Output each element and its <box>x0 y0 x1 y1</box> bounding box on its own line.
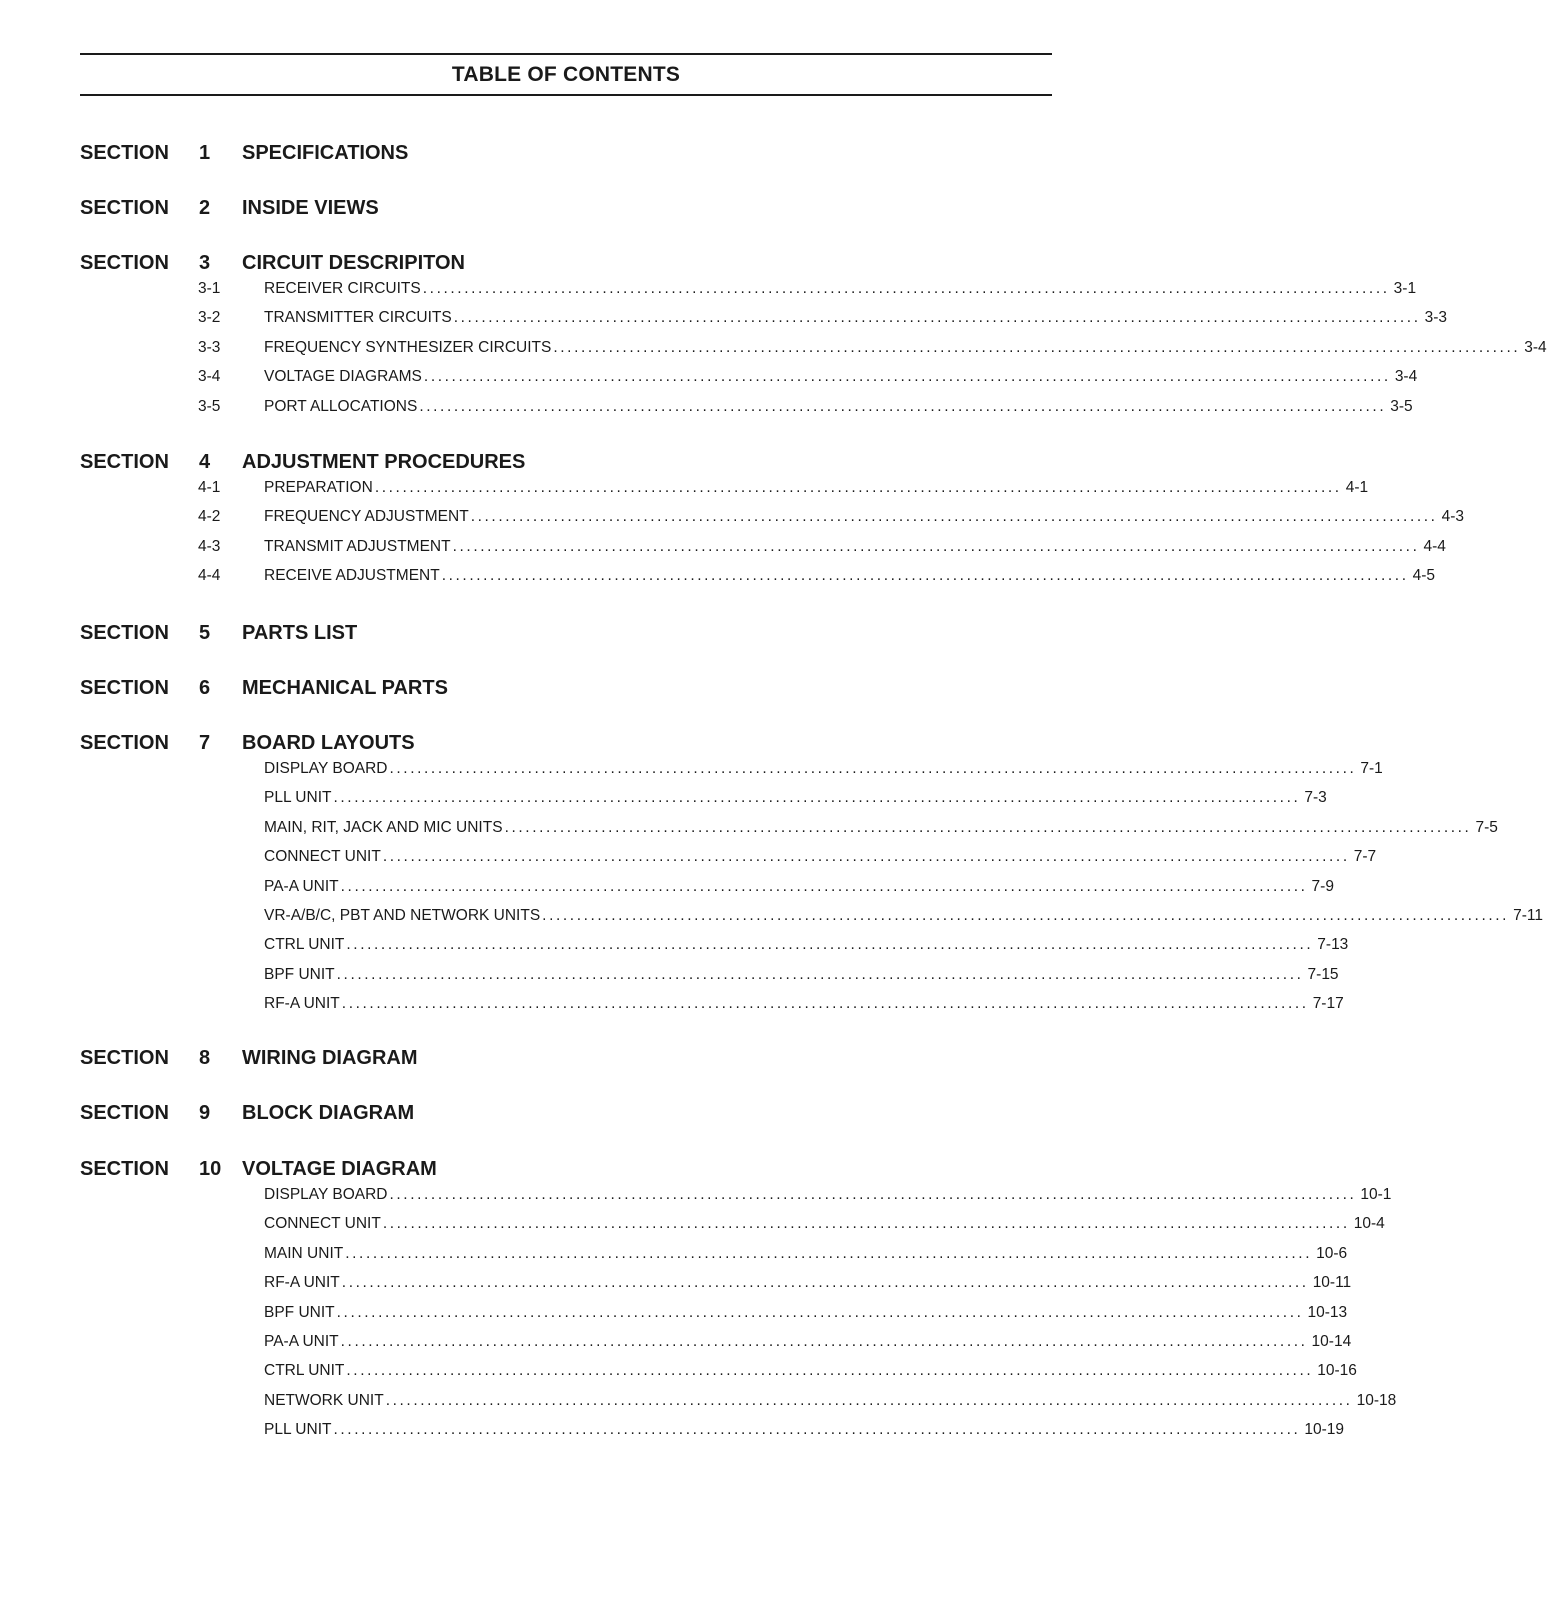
toc-entry <box>264 1362 1357 1382</box>
entry-title: DISPLAY BOARD <box>264 760 388 777</box>
toc-entry <box>264 1421 1345 1441</box>
section-heading <box>80 730 415 756</box>
toc-entry <box>264 1333 1352 1353</box>
section-title: INSIDE VIEWS <box>242 196 379 219</box>
section-number: 2 <box>199 196 211 219</box>
dot-leader: ............................................................................................................................................ <box>452 537 1420 555</box>
entry-title: PA-A UNIT <box>264 1333 339 1350</box>
toc-entry <box>264 1186 1392 1206</box>
entry-page: 7-13 <box>1317 936 1349 954</box>
entry-page: 4-3 <box>1441 508 1464 526</box>
toc-entry <box>264 1274 1352 1294</box>
dot-leader: ............................................................................................................................................ <box>422 280 1390 297</box>
dot-leader: ............................................................................................................................................ <box>423 368 1391 386</box>
entry-page: 7-9 <box>1311 877 1334 895</box>
toc-entry <box>264 965 1339 986</box>
dot-leader: ............................................................................................................................................ <box>333 789 1301 807</box>
section-title: BLOCK DIAGRAM <box>242 1101 415 1124</box>
toc-entry <box>264 1215 1385 1235</box>
toc-entry <box>198 537 1446 558</box>
entry-title: RF-A UNIT <box>264 995 340 1013</box>
section-label: SECTION <box>80 676 169 699</box>
dot-leader: ............................................................................................................................................ <box>336 965 1304 983</box>
section-heading <box>80 140 408 166</box>
section-heading <box>80 675 448 701</box>
dot-leader: ............................................................................................................................................ <box>385 1391 1353 1409</box>
entry-page: 7-7 <box>1353 848 1377 866</box>
dot-leader: ............................................................................................................................................ <box>340 877 1308 895</box>
entry-title: CTRL UNIT <box>264 936 345 954</box>
entry-title: RECEIVE ADJUSTMENT <box>264 567 440 585</box>
toc-entry <box>198 397 1413 418</box>
entry-title: MAIN UNIT <box>264 1244 344 1262</box>
toc-entry <box>264 818 1498 839</box>
toc-entry <box>264 907 1543 927</box>
section-label: SECTION <box>80 1046 169 1069</box>
entry-title: DISPLAY BOARD <box>264 1186 388 1203</box>
entry-code: 4-2 <box>198 508 221 526</box>
page-title: TABLE OF CONTENTS <box>451 62 681 86</box>
entry-title: VOLTAGE DIAGRAMS <box>264 368 422 386</box>
entry-page: 7-15 <box>1307 965 1339 983</box>
toc-entry <box>264 760 1383 780</box>
entry-title: FREQUENCY ADJUSTMENT <box>264 508 469 526</box>
dot-leader: ............................................................................................................................................ <box>553 338 1521 356</box>
entry-title: TRANSMIT ADJUSTMENT <box>264 537 451 555</box>
entry-page: 4-4 <box>1423 537 1446 555</box>
entry-title: PA-A UNIT <box>264 877 339 895</box>
section-heading <box>80 1100 414 1126</box>
entry-title: PLL UNIT <box>264 1421 332 1439</box>
dot-leader: ............................................................................................................................................ <box>389 760 1357 777</box>
toc-entry <box>198 309 1448 329</box>
section-title: MECHANICAL PARTS <box>242 676 448 699</box>
entry-page: 4-1 <box>1345 479 1369 496</box>
section-label: SECTION <box>80 450 169 473</box>
section-title: VOLTAGE DIAGRAM <box>242 1157 437 1180</box>
entry-page: 3-4 <box>1524 338 1547 356</box>
toc-entry <box>198 280 1417 300</box>
section-heading <box>80 1045 418 1071</box>
dot-leader: ............................................................................................................................................ <box>341 995 1309 1013</box>
toc-entry <box>198 508 1464 528</box>
toc-entry <box>198 368 1418 388</box>
toc-entry <box>264 848 1377 868</box>
entry-title: FREQUENCY SYNTHESIZER CIRCUITS <box>264 338 552 356</box>
dot-leader: ............................................................................................................................................ <box>389 1186 1357 1203</box>
entry-page: 3-1 <box>1393 280 1417 297</box>
toc-entry <box>198 567 1436 587</box>
section-heading <box>80 620 357 646</box>
dot-leader: ............................................................................................................................................ <box>340 1333 1308 1350</box>
entry-title: BPF UNIT <box>264 1303 335 1321</box>
entry-page: 10-4 <box>1353 1215 1385 1233</box>
entry-code: 3-2 <box>198 309 221 327</box>
entry-page: 7-1 <box>1360 760 1383 777</box>
toc-entry <box>264 789 1327 809</box>
dot-leader: ............................................................................................................................................ <box>470 508 1438 526</box>
section-heading <box>80 1156 437 1182</box>
entry-title: MAIN, RIT, JACK AND MIC UNITS <box>264 818 503 836</box>
toc-entry <box>264 1391 1397 1412</box>
dot-leader: ............................................................................................................................................ <box>382 848 1350 866</box>
entry-page: 7-3 <box>1304 789 1327 807</box>
entry-title: RF-A UNIT <box>264 1274 340 1292</box>
section-label: SECTION <box>80 196 169 219</box>
entry-page: 7-11 <box>1513 907 1543 924</box>
entry-page: 10-6 <box>1316 1244 1348 1262</box>
dot-leader: ............................................................................................................................................ <box>374 479 1342 496</box>
entry-title: NETWORK UNIT <box>264 1391 384 1409</box>
toc-entry <box>264 1244 1348 1265</box>
entry-page: 10-18 <box>1356 1391 1397 1409</box>
entry-page: 7-5 <box>1475 818 1498 836</box>
dot-leader: ............................................................................................................................................ <box>341 1274 1309 1292</box>
section-heading <box>80 449 525 475</box>
section-number: 6 <box>199 676 211 699</box>
entry-page: 3-3 <box>1424 309 1448 327</box>
entry-title: CONNECT UNIT <box>264 1215 381 1233</box>
entry-code: 3-4 <box>198 368 221 386</box>
toc-entry <box>198 479 1369 499</box>
entry-page: 10-16 <box>1317 1362 1357 1380</box>
section-number: 9 <box>199 1101 211 1124</box>
section-label: SECTION <box>80 621 169 644</box>
entry-title: RECEIVER CIRCUITS <box>264 280 421 297</box>
section-label: SECTION <box>80 731 169 754</box>
section-label: SECTION <box>80 1157 169 1180</box>
toc-entry <box>264 936 1349 956</box>
section-number: 10 <box>199 1157 222 1180</box>
entry-title: PORT ALLOCATIONS <box>264 397 418 415</box>
entry-code: 3-5 <box>198 397 221 415</box>
section-label: SECTION <box>80 251 169 274</box>
entry-code: 3-3 <box>198 338 221 356</box>
dot-leader: ............................................................................................................................................ <box>346 936 1314 954</box>
entry-title: PREPARATION <box>264 479 373 496</box>
entry-code: 3-1 <box>198 280 221 297</box>
entry-code: 4-1 <box>198 479 221 496</box>
section-number: 8 <box>199 1046 211 1069</box>
entry-page: 3-4 <box>1394 368 1418 386</box>
dot-leader: ............................................................................................................................................ <box>419 397 1387 415</box>
dot-leader: ............................................................................................................................................ <box>441 567 1409 585</box>
entry-title: CONNECT UNIT <box>264 848 381 866</box>
toc-entry <box>264 1303 1348 1324</box>
toc-entry <box>198 338 1547 359</box>
entry-title: VR-A/B/C, PBT AND NETWORK UNITS <box>264 907 541 924</box>
dot-leader: ............................................................................................................................................ <box>542 907 1510 924</box>
entry-page: 4-5 <box>1412 567 1436 585</box>
dot-leader: ............................................................................................................................................ <box>346 1362 1314 1380</box>
entry-code: 4-3 <box>198 537 221 555</box>
entry-page: 3-5 <box>1390 397 1413 415</box>
section-label: SECTION <box>80 1101 169 1124</box>
section-number: 5 <box>199 621 211 644</box>
entry-title: TRANSMITTER CIRCUITS <box>264 309 452 327</box>
dot-leader: ............................................................................................................................................ <box>333 1421 1301 1439</box>
entry-page: 10-13 <box>1307 1303 1348 1321</box>
section-title: WIRING DIAGRAM <box>242 1046 418 1069</box>
dot-leader: ............................................................................................................................................ <box>336 1303 1304 1321</box>
dot-leader: ............................................................................................................................................ <box>504 818 1472 836</box>
toc-entry <box>264 877 1334 898</box>
entry-page: 10-11 <box>1312 1274 1352 1292</box>
section-number: 3 <box>199 251 211 274</box>
entry-title: CTRL UNIT <box>264 1362 345 1380</box>
entry-page: 7-17 <box>1312 995 1344 1013</box>
section-heading <box>80 250 465 276</box>
entry-page: 10-1 <box>1360 1186 1392 1203</box>
section-title: CIRCUIT DESCRIPITON <box>242 251 465 274</box>
section-title: ADJUSTMENT PROCEDURES <box>242 450 526 473</box>
section-heading <box>80 195 379 221</box>
dot-leader: ............................................................................................................................................ <box>345 1244 1313 1262</box>
section-number: 7 <box>199 731 211 754</box>
entry-title: BPF UNIT <box>264 965 335 983</box>
entry-code: 4-4 <box>198 567 221 585</box>
entry-title: PLL UNIT <box>264 789 332 807</box>
section-number: 1 <box>199 141 211 164</box>
section-title: PARTS LIST <box>242 621 358 644</box>
entry-page: 10-19 <box>1304 1421 1345 1439</box>
toc-entry <box>264 995 1344 1015</box>
dot-leader: ............................................................................................................................................ <box>382 1215 1350 1233</box>
section-title: SPECIFICATIONS <box>242 141 409 164</box>
section-number: 4 <box>199 450 211 473</box>
entry-page: 10-14 <box>1311 1333 1352 1350</box>
section-label: SECTION <box>80 141 169 164</box>
section-title: BOARD LAYOUTS <box>242 731 415 754</box>
dot-leader: ............................................................................................................................................ <box>453 309 1421 327</box>
